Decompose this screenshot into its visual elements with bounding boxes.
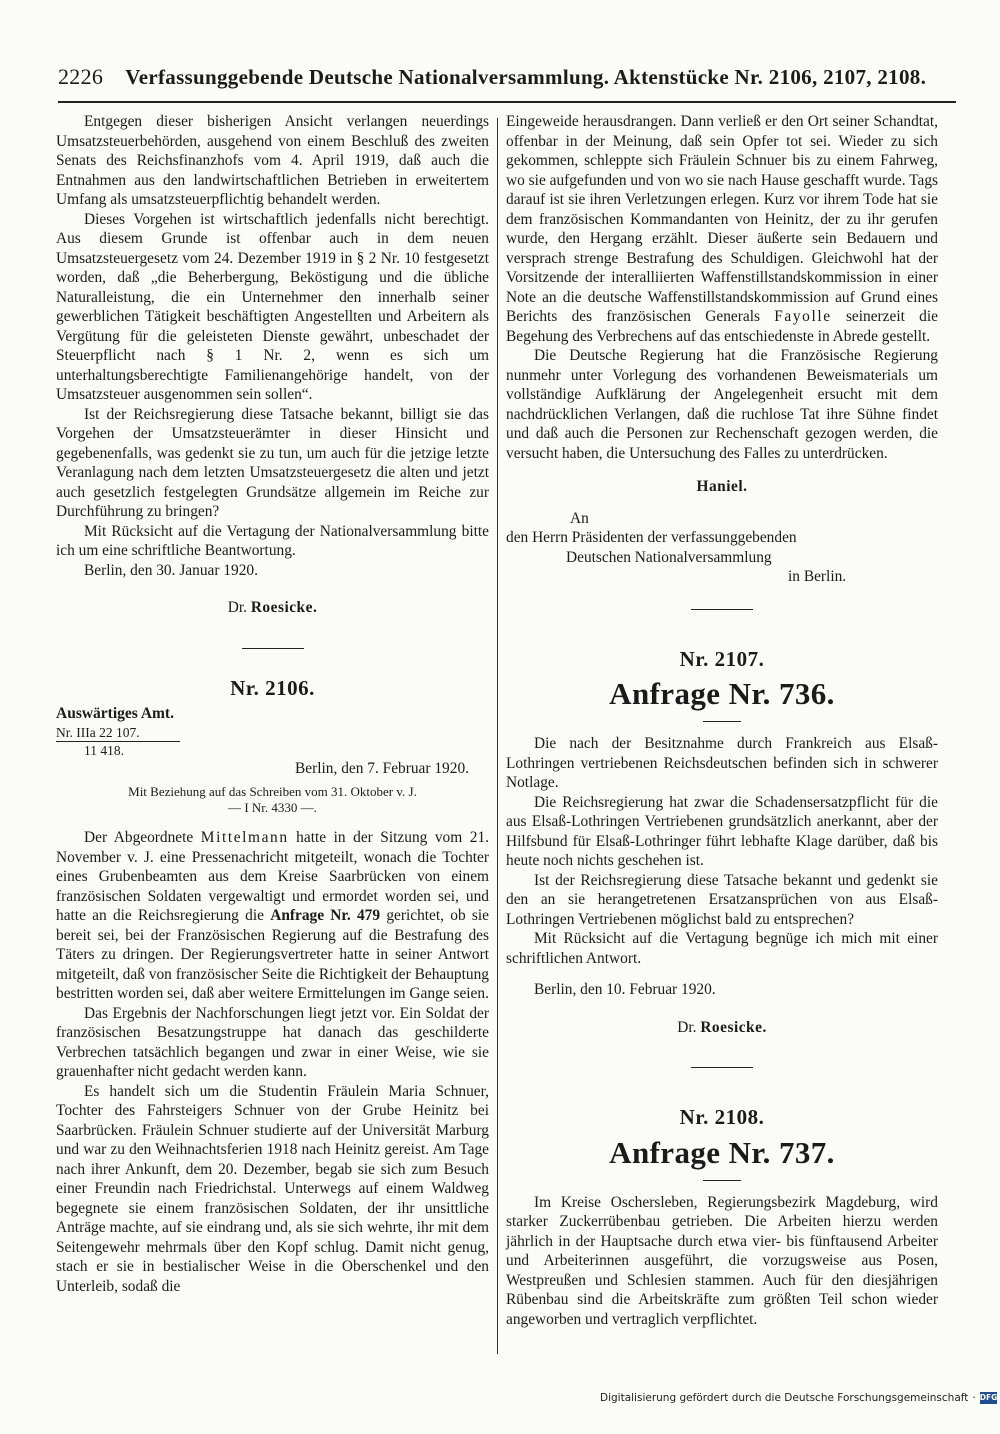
right-column: [506, 112, 938, 1329]
address-line: den Herrn Präsidenten der verfassunggebenden: [506, 529, 797, 546]
section-rule: [691, 1067, 753, 1068]
paragraph: Die Reichsregierung hat zwar die Schadensersatzpflicht für die aus Elsaß-Lothringen Vertriebenen grundsätzlich anerkannt, aber der Hilfsbund für Elsaß-Lothringer führt lebhafte Klage darüber, daß bis heute noch nichts geschehen ist.: [506, 793, 938, 869]
address-line: An: [570, 509, 589, 527]
document-number: Nr. 2108.: [679, 1105, 765, 1129]
paragraph: Der Abgeordnete Mittelmann hatte in der Sitzung vom 21. November v. J. eine Pressenachricht mitgeteilt, wonach die Tochter eines Grubenbeamten aus dem Kreise Saarbrücken von einem französischen Soldaten vergewaltigt und ermordet worden sei, und hatte an die Reichsregierung die Anfrage Nr. 479 gerichtet, ob sie bereit sei, bei der Französischen Regierung auf die Bestrafung des Täters zu dringen. Der Regierungsvertreter hatte in seiner Antwort mitgeteilt, daß von französischer Seite die Richtigkeit der Behauptung bestritten worden sei, daß aber weitere Ermittelungen im Gange seien.: [56, 829, 489, 1002]
person-name: Fayolle: [774, 308, 832, 325]
document-number: Nr. 2107.: [679, 646, 765, 671]
signature-prefix: Dr.: [227, 599, 247, 616]
address-block: [506, 509, 938, 587]
document-number: Nr. 2106.: [230, 675, 315, 700]
paragraph: Die Deutsche Regierung hat die Französische Regierung nunmehr unter Vorlegung des vorhandenen Beweismaterials um vollständige Aufklärung der Angelegenheit ersucht mit dem nachdrücklichen Verlangen, daß die ruchlose Tat ihre Sühne findet und daß auch die Personen zur Rechenschaft gezogen werden, die versucht haben, die Untersuchung des Falles zu unterdrücken.: [506, 347, 938, 462]
page-number: 2226: [58, 64, 104, 89]
footer: Digitalisierung gefördert durch die Deutsche Forschungsgemeinschaft · DFG: [600, 1392, 998, 1404]
footer-text: Digitalisierung gefördert durch die Deutsche Forschungsgemeinschaft: [600, 1392, 969, 1404]
paragraph: Mit Rücksicht auf die Vertagung der Nationalversammlung bitte ich um eine schriftliche Beantwortung.: [56, 522, 489, 559]
person-name: Mittelmann: [200, 829, 289, 846]
paragraph: Es handelt sich um die Studentin Fräulein Maria Schnuer, Tochter des Fahrsteigers Schnuer von der Grube Heinitz bei Saarbrücken. Fräulein Schnuer studierte auf der Universität Marburg und war zu den Weihnachtsferien 1918 nach Heinitz gereist. Am Tage nach ihrer Ankunft, dem 20. Dezember, begab sie sich zum Besuch einer Freundin nach Friedrichstal. Unterwegs auf einem Waldweg begegnete sie einem französischen Soldaten, der ihr unsittliche Anträge machte, auf sie eindrang und, als sie sich wehrte, ihr mit dem Seitengewehr mehrmals über den Kopf schlug. Damit nicht genug, stach er sie in bestialischer Weise in die Oberschenkel und den Unterleib, sodaß die: [56, 1082, 489, 1295]
section-rule: [691, 609, 753, 610]
address-line: in Berlin.: [788, 568, 847, 585]
reference-number-2: 11 418.: [84, 742, 124, 758]
inquiry-heading: Anfrage Nr. 736.: [609, 676, 835, 711]
paragraph: Mit Rücksicht auf die Vertagung begnüge ich mich mit einer schriftlichen Antwort.: [506, 930, 938, 967]
inquiry-heading: Anfrage Nr. 737.: [609, 1134, 835, 1170]
signature: Dr. Roesicke.: [677, 1018, 767, 1036]
dfg-logo-icon: DFG: [979, 1393, 998, 1402]
address-line: Deutschen Nationalversammlung: [566, 548, 772, 566]
paragraph: Ist der Reichsregierung diese Tatsache bekannt und gedenkt sie den an sie herangetretenen Ersatzansprüchen von aus Elsaß-Lothringen Vertriebenen möglichst bald zu entsprechen?: [506, 871, 938, 928]
paragraph: Dieses Vorgehen ist wirtschaftlich jedenfalls nicht berechtigt. Aus diesem Grunde ist offenbar auch in dem neuen Umsatzsteuergesetz vom 24. Dezember 1919 in § 2 Nr. 10 festgesetzt worden, daß „die Beherbergung, Beköstigung und die übliche Naturalleistung, die ein Unternehmer den innerhalb seiner gewerblichen Tätigkeit beschäftigten Angestellten und Arbeitern als Vergütung für die geleisteten Dienste gewährt, unbeschadet der Steuerpflicht nach § 1 Nr. 2, wenn es sich um unterhaltungsberechtigte Familienangehörige handelt, von der Umsatzsteuer ausgenommen sein sollen“.: [56, 210, 489, 403]
inquiry-reference: Anfrage Nr. 479: [270, 907, 381, 924]
dateline: Berlin, den 7. Februar 1920.: [295, 759, 469, 777]
page-header: [58, 64, 958, 98]
column-divider: [497, 118, 498, 1354]
section-rule: [242, 648, 304, 649]
signature: Haniel.: [696, 478, 748, 495]
place-date: Berlin, den 10. Februar 1920.: [534, 981, 716, 998]
reference-note: Mit Beziehung auf das Schreiben vom 31. Oktober v. J.: [128, 784, 417, 799]
signature-name: Roesicke.: [250, 599, 318, 616]
left-column: [56, 112, 489, 1296]
paragraph: Im Kreise Oschersleben, Regierungsbezirk Magdeburg, wird starker Zuckerrübenbau getrieben. Die Arbeiten hierzu werden jährlich in der Hauptsache durch etwa vier- bis fünftausend Arbeiter und Arbeiterinnen ausgeführt, die vorzugsweise aus Posen, Westpreußen und Schlesien stammen. Auch für den diesjährigen Rübenbau sind die Arbeitskräfte zum größten Teil schon wieder angeworben und vertraglich verpflichtet.: [506, 1193, 938, 1328]
office-name: Auswärtiges Amt.: [56, 705, 174, 722]
place-date: Berlin, den 30. Januar 1920.: [84, 561, 258, 579]
paragraph: Das Ergebnis der Nachforschungen liegt jetzt vor. Ein Soldat der französischen Besatzungstruppe hat danach das geschilderte Verbrechen tatsächlich begangen und zwar in einer Weise, wie sie grauenhafter nicht gedacht werden kann.: [56, 1004, 489, 1080]
heading-rule: [703, 721, 741, 722]
paragraph: Ist der Reichsregierung diese Tatsache bekannt, billigt sie das Vorgehen der Umsatzsteuerämter in dieser Hinsicht und gegebenenfalls, was gedenkt sie zu tun, um auch für die jetzige letzte Veranlagung nach dem letzten Umsatzsteuergesetz die alten und jetzt auch gesetzlich festgelegten Grundsätze allgemein im Reiche zur Durchführung zu bringen?: [56, 405, 489, 520]
heading-rule: [703, 1180, 741, 1181]
header-rule: [58, 101, 956, 103]
paragraph: Entgegen dieser bisherigen Ansicht verlangen neuerdings Umsatzsteuerbehörden, ausgehend von einem Beschluß des zweiten Senats des Reichsfinanzhofs vom 4. April 1919, daß auch die Entnahmen aus den landwirtschaftlichen Betrieben in erweitertem Umfang als umsatzsteuerpflichtig behandelt werden.: [56, 113, 489, 208]
paragraph: Die nach der Besitznahme durch Frankreich aus Elsaß-Lothringen vertriebenen Reichsdeutschen befinden sich in schwerer Notlage.: [506, 735, 938, 791]
signature: [56, 598, 489, 618]
reference-note-2: — I Nr. 4330 —.: [228, 800, 317, 815]
reference-number: Nr. IIIa 22 107.: [56, 724, 180, 742]
paragraph: Eingeweide herausdrangen. Dann verließ er den Ort seiner Schandtat, offenbar in der Meinung, daß sein Opfer tot sei. Wieder zu sich gekommen, schleppte sich Fräulein Schnuer bis zu einem Fahrweg, wo sie aufgefunden und von wo sie nach Hause geschafft wurde. Tags darauf ist sie ihren Verletzungen erlegen. Kurz vor ihrem Tode hat sie dem französischen Kommandanten von Heinitz, der zu ihr gerufen wurde, den Hergang erzählt. Dieser äußerte sein Bedauern und versprach strenge Bestrafung des Schuldigen. Gleichwohl hat der Vorsitzende der interalliierten Waffenstillstandskommission in einer Note an die deutsche Waffenstillstandskommission auf Grund eines Berichts des französischen Generals Fayolle seinerzeit die Begehung des Verbrechens auf das entschiedenste in Abrede gestellt.: [506, 113, 938, 345]
reference-block: [56, 724, 489, 759]
running-title: Verfassunggebende Deutsche Nationalversammlung. Aktenstücke Nr. 2106, 2107, 2108.: [125, 65, 927, 89]
